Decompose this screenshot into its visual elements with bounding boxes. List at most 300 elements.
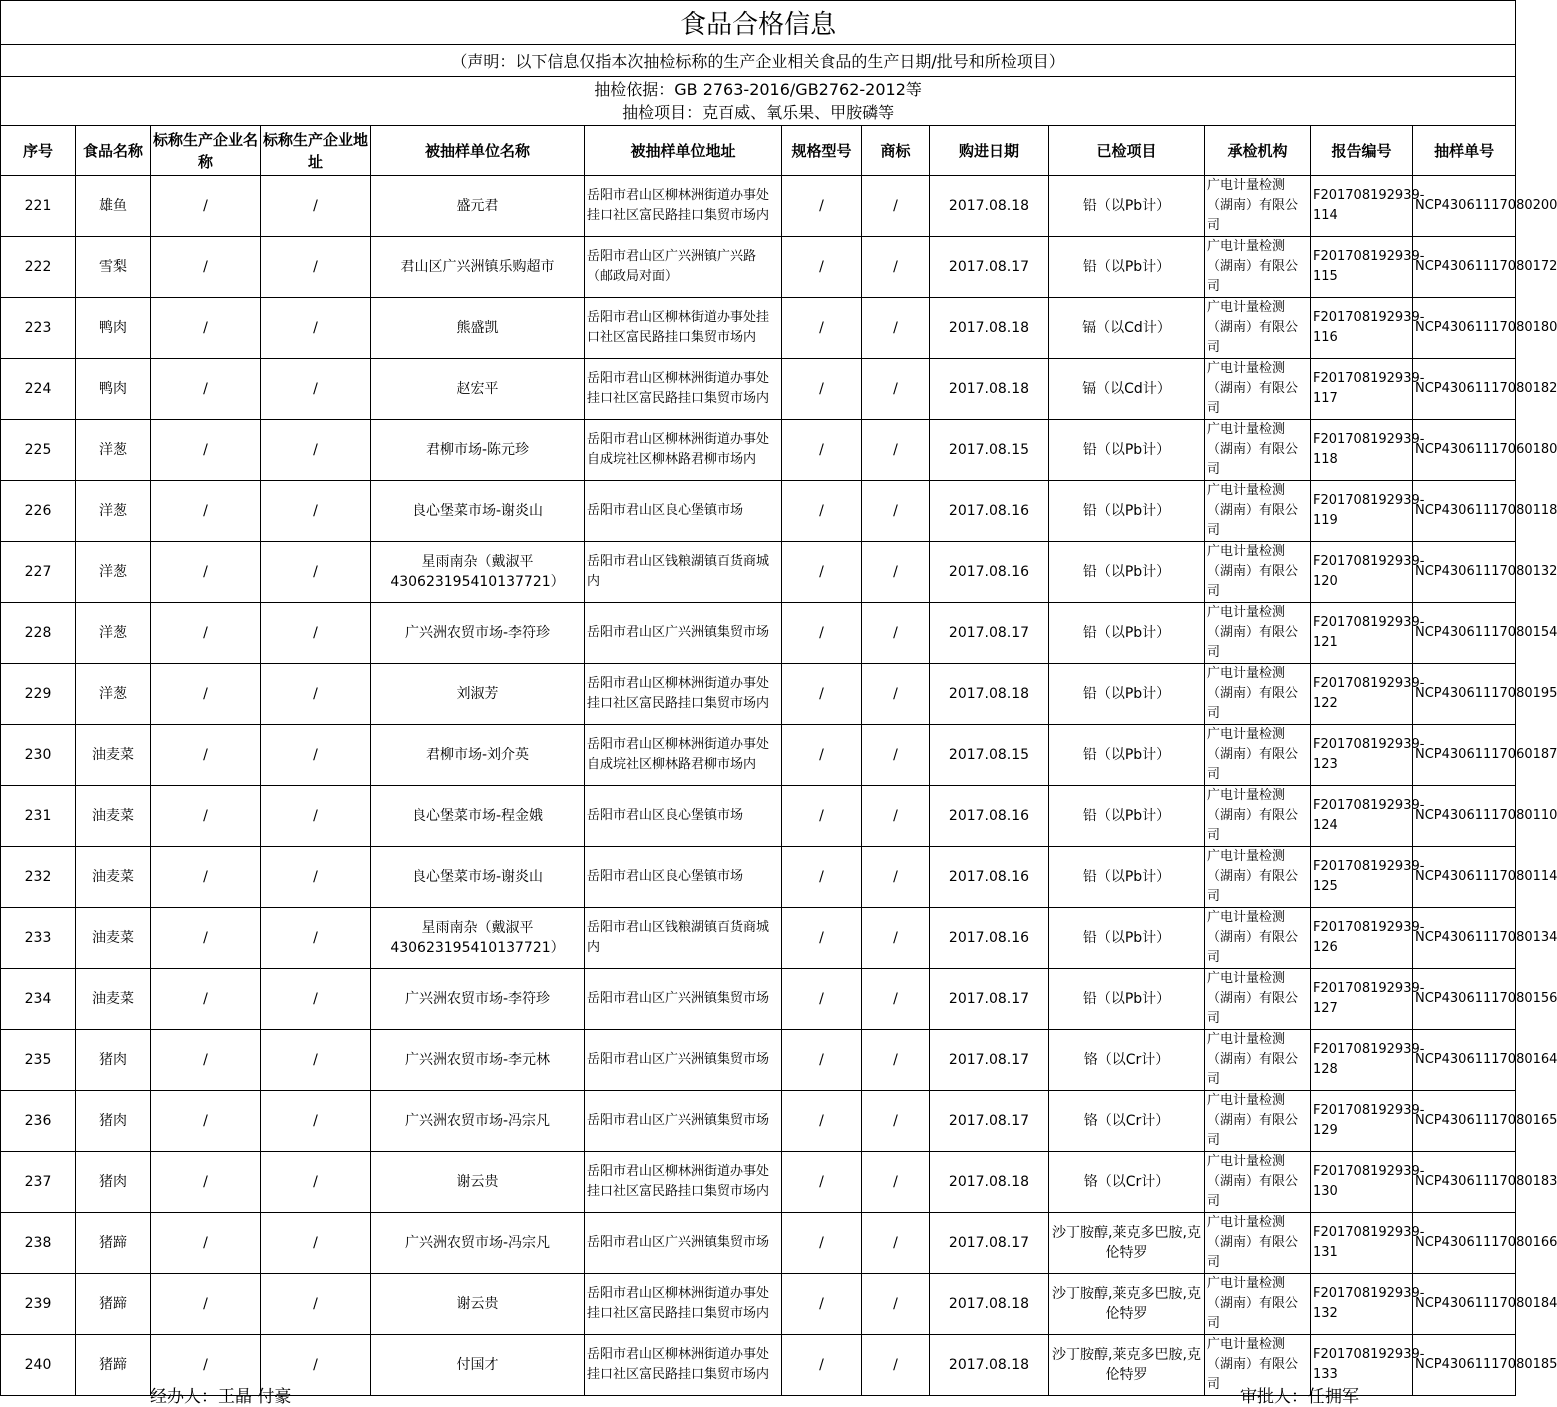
cell-sampled-unit-address: 岳阳市君山区柳林洲街道办事处挂口社区富民路挂口集贸市场内 — [585, 664, 782, 725]
cell-producer-name: / — [151, 847, 261, 908]
cell-food-name: 洋葱 — [76, 603, 151, 664]
table-row — [1, 969, 1516, 1030]
cell-producer-name: / — [151, 1213, 261, 1274]
cell-trademark: / — [862, 603, 930, 664]
cell-testing-agency: 广电计量检测（湖南）有限公司 — [1205, 847, 1311, 908]
cell-testing-agency: 广电计量检测（湖南）有限公司 — [1205, 298, 1311, 359]
cell-producer-name: / — [151, 969, 261, 1030]
cell-spec-model: / — [782, 359, 862, 420]
cell-tested-items: 铬（以Cr计） — [1049, 1152, 1205, 1213]
cell-producer-name: / — [151, 420, 261, 481]
cell-seq: 239 — [1, 1274, 76, 1335]
cell-sampled-unit-name: 广兴洲农贸市场-李符珍 — [371, 603, 585, 664]
table-body — [1, 176, 1557, 1396]
cell-seq: 224 — [1, 359, 76, 420]
cell-testing-agency: 广电计量检测（湖南）有限公司 — [1205, 725, 1311, 786]
header-sampled-unit-address: 被抽样单位地址 — [585, 126, 782, 176]
cell-report-number: F201708192939-115 — [1311, 237, 1413, 298]
cell-seq: 240 — [1, 1335, 76, 1396]
cell-producer-name: / — [151, 481, 261, 542]
cell-trademark: / — [862, 298, 930, 359]
cell-tested-items: 铅（以Pb计） — [1049, 237, 1205, 298]
approver-label: 审批人：任拥军 — [1240, 1387, 1359, 1407]
cell-food-name: 鸭肉 — [76, 298, 151, 359]
cell-purchase-date: 2017.08.18 — [930, 1274, 1049, 1335]
cell-spec-model: / — [782, 1030, 862, 1091]
cell-food-name: 猪蹄 — [76, 1274, 151, 1335]
cell-sampled-unit-name: 广兴洲农贸市场-李符珍 — [371, 969, 585, 1030]
cell-sampled-unit-address: 岳阳市君山区广兴洲镇集贸市场 — [585, 1030, 782, 1091]
cell-producer-name: / — [151, 237, 261, 298]
inspection-basis: 抽检依据：GB 2763-2016/GB2762-2012等 — [594, 80, 922, 99]
cell-sampled-unit-name: 星雨南杂（戴淑平430623195410137721） — [371, 908, 585, 969]
cell-testing-agency: 广电计量检测（湖南）有限公司 — [1205, 1274, 1311, 1335]
cell-report-number: F201708192939-127 — [1311, 969, 1413, 1030]
header-sampled-unit-name: 被抽样单位名称 — [371, 126, 585, 176]
cell-testing-agency: 广电计量检测（湖南）有限公司 — [1205, 1335, 1311, 1396]
cell-report-number: F201708192939-122 — [1311, 664, 1413, 725]
cell-sample-number: NCP43061117080118 — [1413, 481, 1516, 542]
cell-producer-address: / — [261, 1091, 371, 1152]
cell-trademark: / — [862, 847, 930, 908]
cell-spec-model: / — [782, 237, 862, 298]
cell-tested-items: 铅（以Pb计） — [1049, 786, 1205, 847]
table-row — [1, 847, 1516, 908]
cell-purchase-date: 2017.08.17 — [930, 237, 1049, 298]
cell-purchase-date: 2017.08.18 — [930, 176, 1049, 237]
cell-sampled-unit-name: 付国才 — [371, 1335, 585, 1396]
table-row — [1, 298, 1516, 359]
signature-footer — [0, 1381, 1515, 1407]
cell-testing-agency: 广电计量检测（湖南）有限公司 — [1205, 664, 1311, 725]
cell-testing-agency: 广电计量检测（湖南）有限公司 — [1205, 603, 1311, 664]
cell-purchase-date: 2017.08.16 — [930, 847, 1049, 908]
cell-producer-address: / — [261, 298, 371, 359]
cell-testing-agency: 广电计量检测（湖南）有限公司 — [1205, 420, 1311, 481]
cell-sampled-unit-address: 岳阳市君山区钱粮湖镇百货商城内 — [585, 542, 782, 603]
inspection-items: 抽检项目：克百威、氧乐果、甲胺磷等 — [622, 103, 895, 122]
cell-purchase-date: 2017.08.18 — [930, 298, 1049, 359]
cell-trademark: / — [862, 786, 930, 847]
cell-food-name: 油麦菜 — [76, 969, 151, 1030]
cell-tested-items: 铅（以Pb计） — [1049, 847, 1205, 908]
cell-sampled-unit-name: 良心堡菜市场-谢炎山 — [371, 847, 585, 908]
cell-producer-address: / — [261, 1274, 371, 1335]
cell-producer-address: / — [261, 176, 371, 237]
cell-sampled-unit-address: 岳阳市君山区钱粮湖镇百货商城内 — [585, 908, 782, 969]
cell-sampled-unit-name: 广兴洲农贸市场-冯宗凡 — [371, 1091, 585, 1152]
cell-producer-address: / — [261, 420, 371, 481]
cell-tested-items: 铅（以Pb计） — [1049, 969, 1205, 1030]
cell-producer-address: / — [261, 1213, 371, 1274]
cell-producer-name: / — [151, 542, 261, 603]
cell-producer-name: / — [151, 298, 261, 359]
table-row — [1, 1091, 1516, 1152]
cell-report-number: F201708192939-132 — [1311, 1274, 1413, 1335]
table-row — [1, 420, 1516, 481]
cell-sample-number: NCP43061117080110 — [1413, 786, 1516, 847]
cell-trademark: / — [862, 420, 930, 481]
table-row — [1, 1030, 1516, 1091]
cell-sample-number: NCP43061117080184 — [1413, 1274, 1516, 1335]
cell-sampled-unit-name: 君柳市场-陈元珍 — [371, 420, 585, 481]
cell-trademark: / — [862, 908, 930, 969]
handler-label: 经办人：王晶 付豪 — [150, 1387, 292, 1407]
cell-trademark: / — [862, 1152, 930, 1213]
cell-producer-name: / — [151, 725, 261, 786]
cell-report-number: F201708192939-119 — [1311, 481, 1413, 542]
cell-report-number: F201708192939-124 — [1311, 786, 1413, 847]
table-row — [1, 481, 1516, 542]
cell-producer-address: / — [261, 481, 371, 542]
cell-tested-items: 镉（以Cd计） — [1049, 359, 1205, 420]
header-report-number: 报告编号 — [1311, 126, 1413, 176]
cell-sampled-unit-address: 岳阳市君山区柳林洲街道办事处自成垸社区柳林路君柳市场内 — [585, 725, 782, 786]
cell-sampled-unit-address: 岳阳市君山区广兴洲镇集贸市场 — [585, 1213, 782, 1274]
cell-tested-items: 铅（以Pb计） — [1049, 664, 1205, 725]
cell-food-name: 油麦菜 — [76, 908, 151, 969]
cell-food-name: 洋葱 — [76, 420, 151, 481]
header-spec-model: 规格型号 — [782, 126, 862, 176]
cell-tested-items: 沙丁胺醇,莱克多巴胺,克伦特罗 — [1049, 1335, 1205, 1396]
cell-report-number: F201708192939-123 — [1311, 725, 1413, 786]
cell-sampled-unit-name: 君柳市场-刘介英 — [371, 725, 585, 786]
cell-sample-number: NCP43061117080172 — [1413, 237, 1516, 298]
cell-tested-items: 铅（以Pb计） — [1049, 542, 1205, 603]
cell-trademark: / — [862, 359, 930, 420]
cell-sample-number: NCP43061117060180 — [1413, 420, 1516, 481]
cell-sampled-unit-address: 岳阳市君山区良心堡镇市场 — [585, 847, 782, 908]
cell-seq: 237 — [1, 1152, 76, 1213]
cell-food-name: 猪蹄 — [76, 1213, 151, 1274]
header-seq: 序号 — [1, 126, 76, 176]
cell-producer-name: / — [151, 786, 261, 847]
cell-sampled-unit-name: 刘淑芳 — [371, 664, 585, 725]
cell-food-name: 油麦菜 — [76, 847, 151, 908]
cell-spec-model: / — [782, 725, 862, 786]
cell-sample-number: NCP43061117080183 — [1413, 1152, 1516, 1213]
cell-producer-name: / — [151, 1274, 261, 1335]
cell-purchase-date: 2017.08.15 — [930, 420, 1049, 481]
cell-spec-model: / — [782, 298, 862, 359]
cell-producer-name: / — [151, 908, 261, 969]
cell-tested-items: 沙丁胺醇,莱克多巴胺,克伦特罗 — [1049, 1274, 1205, 1335]
cell-producer-name: / — [151, 1030, 261, 1091]
cell-food-name: 猪肉 — [76, 1152, 151, 1213]
cell-food-name: 洋葱 — [76, 481, 151, 542]
cell-trademark: / — [862, 725, 930, 786]
cell-seq: 236 — [1, 1091, 76, 1152]
cell-testing-agency: 广电计量检测（湖南）有限公司 — [1205, 359, 1311, 420]
cell-report-number: F201708192939-128 — [1311, 1030, 1413, 1091]
basis-block — [1, 77, 1516, 126]
header-food-name: 食品名称 — [76, 126, 151, 176]
cell-sample-number: NCP43061117080200 — [1413, 176, 1516, 237]
declaration: （声明：以下信息仅指本次抽检标称的生产企业相关食品的生产日期/批号和所检项目） — [1, 45, 1516, 77]
cell-producer-name: / — [151, 1335, 261, 1396]
cell-sampled-unit-address: 岳阳市君山区广兴洲镇广兴路（邮政局对面） — [585, 237, 782, 298]
header-producer-address: 标称生产企业地址 — [261, 126, 371, 176]
cell-food-name: 洋葱 — [76, 542, 151, 603]
cell-sampled-unit-name: 盛元君 — [371, 176, 585, 237]
cell-sampled-unit-address: 岳阳市君山区良心堡镇市场 — [585, 786, 782, 847]
cell-testing-agency: 广电计量检测（湖南）有限公司 — [1205, 969, 1311, 1030]
cell-sample-number: NCP43061117080185 — [1413, 1335, 1516, 1396]
column-header-row — [1, 126, 1516, 176]
cell-producer-address: / — [261, 664, 371, 725]
cell-purchase-date: 2017.08.18 — [930, 664, 1049, 725]
cell-report-number: F201708192939-133 — [1311, 1335, 1413, 1396]
cell-sample-number: NCP43061117080154 — [1413, 603, 1516, 664]
table-row — [1, 786, 1516, 847]
cell-purchase-date: 2017.08.16 — [930, 908, 1049, 969]
cell-spec-model: / — [782, 1091, 862, 1152]
header-purchase-date: 购进日期 — [930, 126, 1049, 176]
cell-trademark: / — [862, 969, 930, 1030]
cell-producer-address: / — [261, 847, 371, 908]
cell-testing-agency: 广电计量检测（湖南）有限公司 — [1205, 542, 1311, 603]
cell-sample-number: NCP43061117080156 — [1413, 969, 1516, 1030]
cell-report-number: F201708192939-125 — [1311, 847, 1413, 908]
cell-food-name: 油麦菜 — [76, 725, 151, 786]
cell-sampled-unit-name: 赵宏平 — [371, 359, 585, 420]
cell-spec-model: / — [782, 1213, 862, 1274]
header-testing-agency: 承检机构 — [1205, 126, 1311, 176]
cell-seq: 233 — [1, 908, 76, 969]
cell-trademark: / — [862, 237, 930, 298]
cell-testing-agency: 广电计量检测（湖南）有限公司 — [1205, 176, 1311, 237]
cell-report-number: F201708192939-129 — [1311, 1091, 1413, 1152]
cell-producer-address: / — [261, 969, 371, 1030]
cell-tested-items: 沙丁胺醇,莱克多巴胺,克伦特罗 — [1049, 1213, 1205, 1274]
cell-testing-agency: 广电计量检测（湖南）有限公司 — [1205, 481, 1311, 542]
cell-spec-model: / — [782, 1152, 862, 1213]
cell-seq: 228 — [1, 603, 76, 664]
cell-sampled-unit-address: 岳阳市君山区柳林街道办事处挂口社区富民路挂口集贸市场内 — [585, 298, 782, 359]
cell-producer-address: / — [261, 542, 371, 603]
cell-trademark: / — [862, 1213, 930, 1274]
cell-producer-name: / — [151, 664, 261, 725]
cell-producer-address: / — [261, 237, 371, 298]
cell-seq: 223 — [1, 298, 76, 359]
cell-seq: 227 — [1, 542, 76, 603]
cell-producer-address: / — [261, 725, 371, 786]
cell-producer-address: / — [261, 1152, 371, 1213]
cell-trademark: / — [862, 1030, 930, 1091]
cell-sample-number: NCP43061117080114 — [1413, 847, 1516, 908]
cell-spec-model: / — [782, 847, 862, 908]
cell-producer-name: / — [151, 1152, 261, 1213]
cell-trademark: / — [862, 176, 930, 237]
cell-sampled-unit-name: 熊盛凯 — [371, 298, 585, 359]
table-row — [1, 1213, 1516, 1274]
cell-tested-items: 铅（以Pb计） — [1049, 725, 1205, 786]
cell-sample-number: NCP43061117060187 — [1413, 725, 1516, 786]
cell-producer-address: / — [261, 908, 371, 969]
cell-purchase-date: 2017.08.15 — [930, 725, 1049, 786]
cell-report-number: F201708192939-117 — [1311, 359, 1413, 420]
cell-purchase-date: 2017.08.18 — [930, 359, 1049, 420]
cell-sampled-unit-address: 岳阳市君山区柳林洲街道办事处挂口社区富民路挂口集贸市场内 — [585, 1152, 782, 1213]
cell-spec-model: / — [782, 542, 862, 603]
cell-seq: 232 — [1, 847, 76, 908]
cell-testing-agency: 广电计量检测（湖南）有限公司 — [1205, 1213, 1311, 1274]
cell-trademark: / — [862, 481, 930, 542]
cell-seq: 235 — [1, 1030, 76, 1091]
cell-sampled-unit-name: 良心堡菜市场-程金娥 — [371, 786, 585, 847]
cell-food-name: 雄鱼 — [76, 176, 151, 237]
header-producer-name: 标称生产企业名称 — [151, 126, 261, 176]
cell-producer-name: / — [151, 603, 261, 664]
cell-report-number: F201708192939-120 — [1311, 542, 1413, 603]
cell-tested-items: 铬（以Cr计） — [1049, 1030, 1205, 1091]
cell-testing-agency: 广电计量检测（湖南）有限公司 — [1205, 1152, 1311, 1213]
cell-purchase-date: 2017.08.17 — [930, 1091, 1049, 1152]
cell-purchase-date: 2017.08.16 — [930, 481, 1049, 542]
cell-spec-model: / — [782, 1274, 862, 1335]
cell-purchase-date: 2017.08.16 — [930, 542, 1049, 603]
cell-spec-model: / — [782, 664, 862, 725]
cell-purchase-date: 2017.08.17 — [930, 1213, 1049, 1274]
cell-testing-agency: 广电计量检测（湖南）有限公司 — [1205, 1030, 1311, 1091]
cell-spec-model: / — [782, 420, 862, 481]
cell-sampled-unit-address: 岳阳市君山区良心堡镇市场 — [585, 481, 782, 542]
cell-purchase-date: 2017.08.17 — [930, 603, 1049, 664]
cell-food-name: 油麦菜 — [76, 786, 151, 847]
cell-producer-name: / — [151, 176, 261, 237]
header-trademark: 商标 — [862, 126, 930, 176]
cell-tested-items: 铅（以Pb计） — [1049, 603, 1205, 664]
cell-tested-items: 铅（以Pb计） — [1049, 908, 1205, 969]
cell-spec-model: / — [782, 786, 862, 847]
cell-spec-model: / — [782, 1335, 862, 1396]
cell-food-name: 洋葱 — [76, 664, 151, 725]
cell-spec-model: / — [782, 176, 862, 237]
cell-seq: 238 — [1, 1213, 76, 1274]
table-row — [1, 542, 1516, 603]
header-sample-number: 抽样单号 — [1413, 126, 1516, 176]
cell-spec-model: / — [782, 908, 862, 969]
sheet-title: 食品合格信息 — [1, 1, 1516, 45]
table-row — [1, 603, 1516, 664]
cell-report-number: F201708192939-116 — [1311, 298, 1413, 359]
cell-spec-model: / — [782, 969, 862, 1030]
cell-sampled-unit-name: 广兴洲农贸市场-李元林 — [371, 1030, 585, 1091]
cell-producer-address: / — [261, 786, 371, 847]
cell-sample-number: NCP43061117080165 — [1413, 1091, 1516, 1152]
table-row — [1, 908, 1516, 969]
cell-seq: 231 — [1, 786, 76, 847]
cell-purchase-date: 2017.08.17 — [930, 1030, 1049, 1091]
cell-report-number: F201708192939-131 — [1311, 1213, 1413, 1274]
cell-seq: 222 — [1, 237, 76, 298]
cell-sampled-unit-name: 广兴洲农贸市场-冯宗凡 — [371, 1213, 585, 1274]
cell-trademark: / — [862, 1091, 930, 1152]
cell-report-number: F201708192939-114 — [1311, 176, 1413, 237]
cell-sampled-unit-address: 岳阳市君山区柳林洲街道办事处挂口社区富民路挂口集贸市场内 — [585, 1274, 782, 1335]
table-row — [1, 725, 1516, 786]
cell-sample-number: NCP43061117080182 — [1413, 359, 1516, 420]
cell-sampled-unit-name: 谢云贵 — [371, 1152, 585, 1213]
cell-sample-number: NCP43061117080132 — [1413, 542, 1516, 603]
cell-sample-number: NCP43061117080195 — [1413, 664, 1516, 725]
cell-sampled-unit-name: 谢云贵 — [371, 1274, 585, 1335]
cell-sample-number: NCP43061117080134 — [1413, 908, 1516, 969]
cell-spec-model: / — [782, 603, 862, 664]
cell-food-name: 猪肉 — [76, 1030, 151, 1091]
cell-seq: 229 — [1, 664, 76, 725]
cell-sampled-unit-address: 岳阳市君山区广兴洲镇集贸市场 — [585, 603, 782, 664]
cell-purchase-date: 2017.08.17 — [930, 969, 1049, 1030]
cell-sample-number: NCP43061117080180 — [1413, 298, 1516, 359]
cell-purchase-date: 2017.08.16 — [930, 786, 1049, 847]
table-row — [1, 237, 1516, 298]
cell-testing-agency: 广电计量检测（湖南）有限公司 — [1205, 786, 1311, 847]
cell-food-name: 猪肉 — [76, 1091, 151, 1152]
cell-producer-name: / — [151, 359, 261, 420]
cell-food-name: 鸭肉 — [76, 359, 151, 420]
cell-testing-agency: 广电计量检测（湖南）有限公司 — [1205, 237, 1311, 298]
cell-sampled-unit-name: 君山区广兴洲镇乐购超市 — [371, 237, 585, 298]
cell-spec-model: / — [782, 481, 862, 542]
cell-seq: 226 — [1, 481, 76, 542]
cell-sampled-unit-name: 良心堡菜市场-谢炎山 — [371, 481, 585, 542]
header-tested-items: 已检项目 — [1049, 126, 1205, 176]
cell-seq: 230 — [1, 725, 76, 786]
cell-purchase-date: 2017.08.18 — [930, 1335, 1049, 1396]
table-row — [1, 1152, 1516, 1213]
cell-testing-agency: 广电计量检测（湖南）有限公司 — [1205, 1091, 1311, 1152]
cell-tested-items: 镉（以Cd计） — [1049, 298, 1205, 359]
cell-tested-items: 铬（以Cr计） — [1049, 1091, 1205, 1152]
table-row — [1, 176, 1516, 237]
cell-purchase-date: 2017.08.18 — [930, 1152, 1049, 1213]
table-row — [1, 1274, 1516, 1335]
cell-tested-items: 铅（以Pb计） — [1049, 481, 1205, 542]
cell-sampled-unit-name: 星雨南杂（戴淑平430623195410137721） — [371, 542, 585, 603]
cell-tested-items: 铅（以Pb计） — [1049, 176, 1205, 237]
cell-sample-number: NCP43061117080164 — [1413, 1030, 1516, 1091]
cell-producer-address: / — [261, 359, 371, 420]
cell-trademark: / — [862, 1274, 930, 1335]
cell-sampled-unit-address: 岳阳市君山区广兴洲镇集贸市场 — [585, 969, 782, 1030]
cell-sampled-unit-address: 岳阳市君山区柳林洲街道办事处挂口社区富民路挂口集贸市场内 — [585, 176, 782, 237]
cell-producer-name: / — [151, 1091, 261, 1152]
table-row — [1, 664, 1516, 725]
cell-sample-number: NCP43061117080166 — [1413, 1213, 1516, 1274]
cell-producer-address: / — [261, 603, 371, 664]
cell-report-number: F201708192939-121 — [1311, 603, 1413, 664]
cell-sampled-unit-address: 岳阳市君山区广兴洲镇集贸市场 — [585, 1091, 782, 1152]
table-row — [1, 359, 1516, 420]
cell-sampled-unit-address: 岳阳市君山区柳林洲街道办事处挂口社区富民路挂口集贸市场内 — [585, 359, 782, 420]
cell-testing-agency: 广电计量检测（湖南）有限公司 — [1205, 908, 1311, 969]
cell-food-name: 猪蹄 — [76, 1335, 151, 1396]
cell-trademark: / — [862, 664, 930, 725]
cell-producer-address: / — [261, 1030, 371, 1091]
cell-producer-address: / — [261, 1335, 371, 1396]
cell-report-number: F201708192939-130 — [1311, 1152, 1413, 1213]
cell-seq: 225 — [1, 420, 76, 481]
cell-tested-items: 铅（以Pb计） — [1049, 420, 1205, 481]
cell-seq: 234 — [1, 969, 76, 1030]
cell-sampled-unit-address: 岳阳市君山区柳林洲街道办事处挂口社区富民路挂口集贸市场内 — [585, 1335, 782, 1396]
cell-trademark: / — [862, 1335, 930, 1396]
cell-trademark: / — [862, 542, 930, 603]
cell-seq: 221 — [1, 176, 76, 237]
cell-report-number: F201708192939-126 — [1311, 908, 1413, 969]
cell-sampled-unit-address: 岳阳市君山区柳林洲街道办事处自成垸社区柳林路君柳市场内 — [585, 420, 782, 481]
